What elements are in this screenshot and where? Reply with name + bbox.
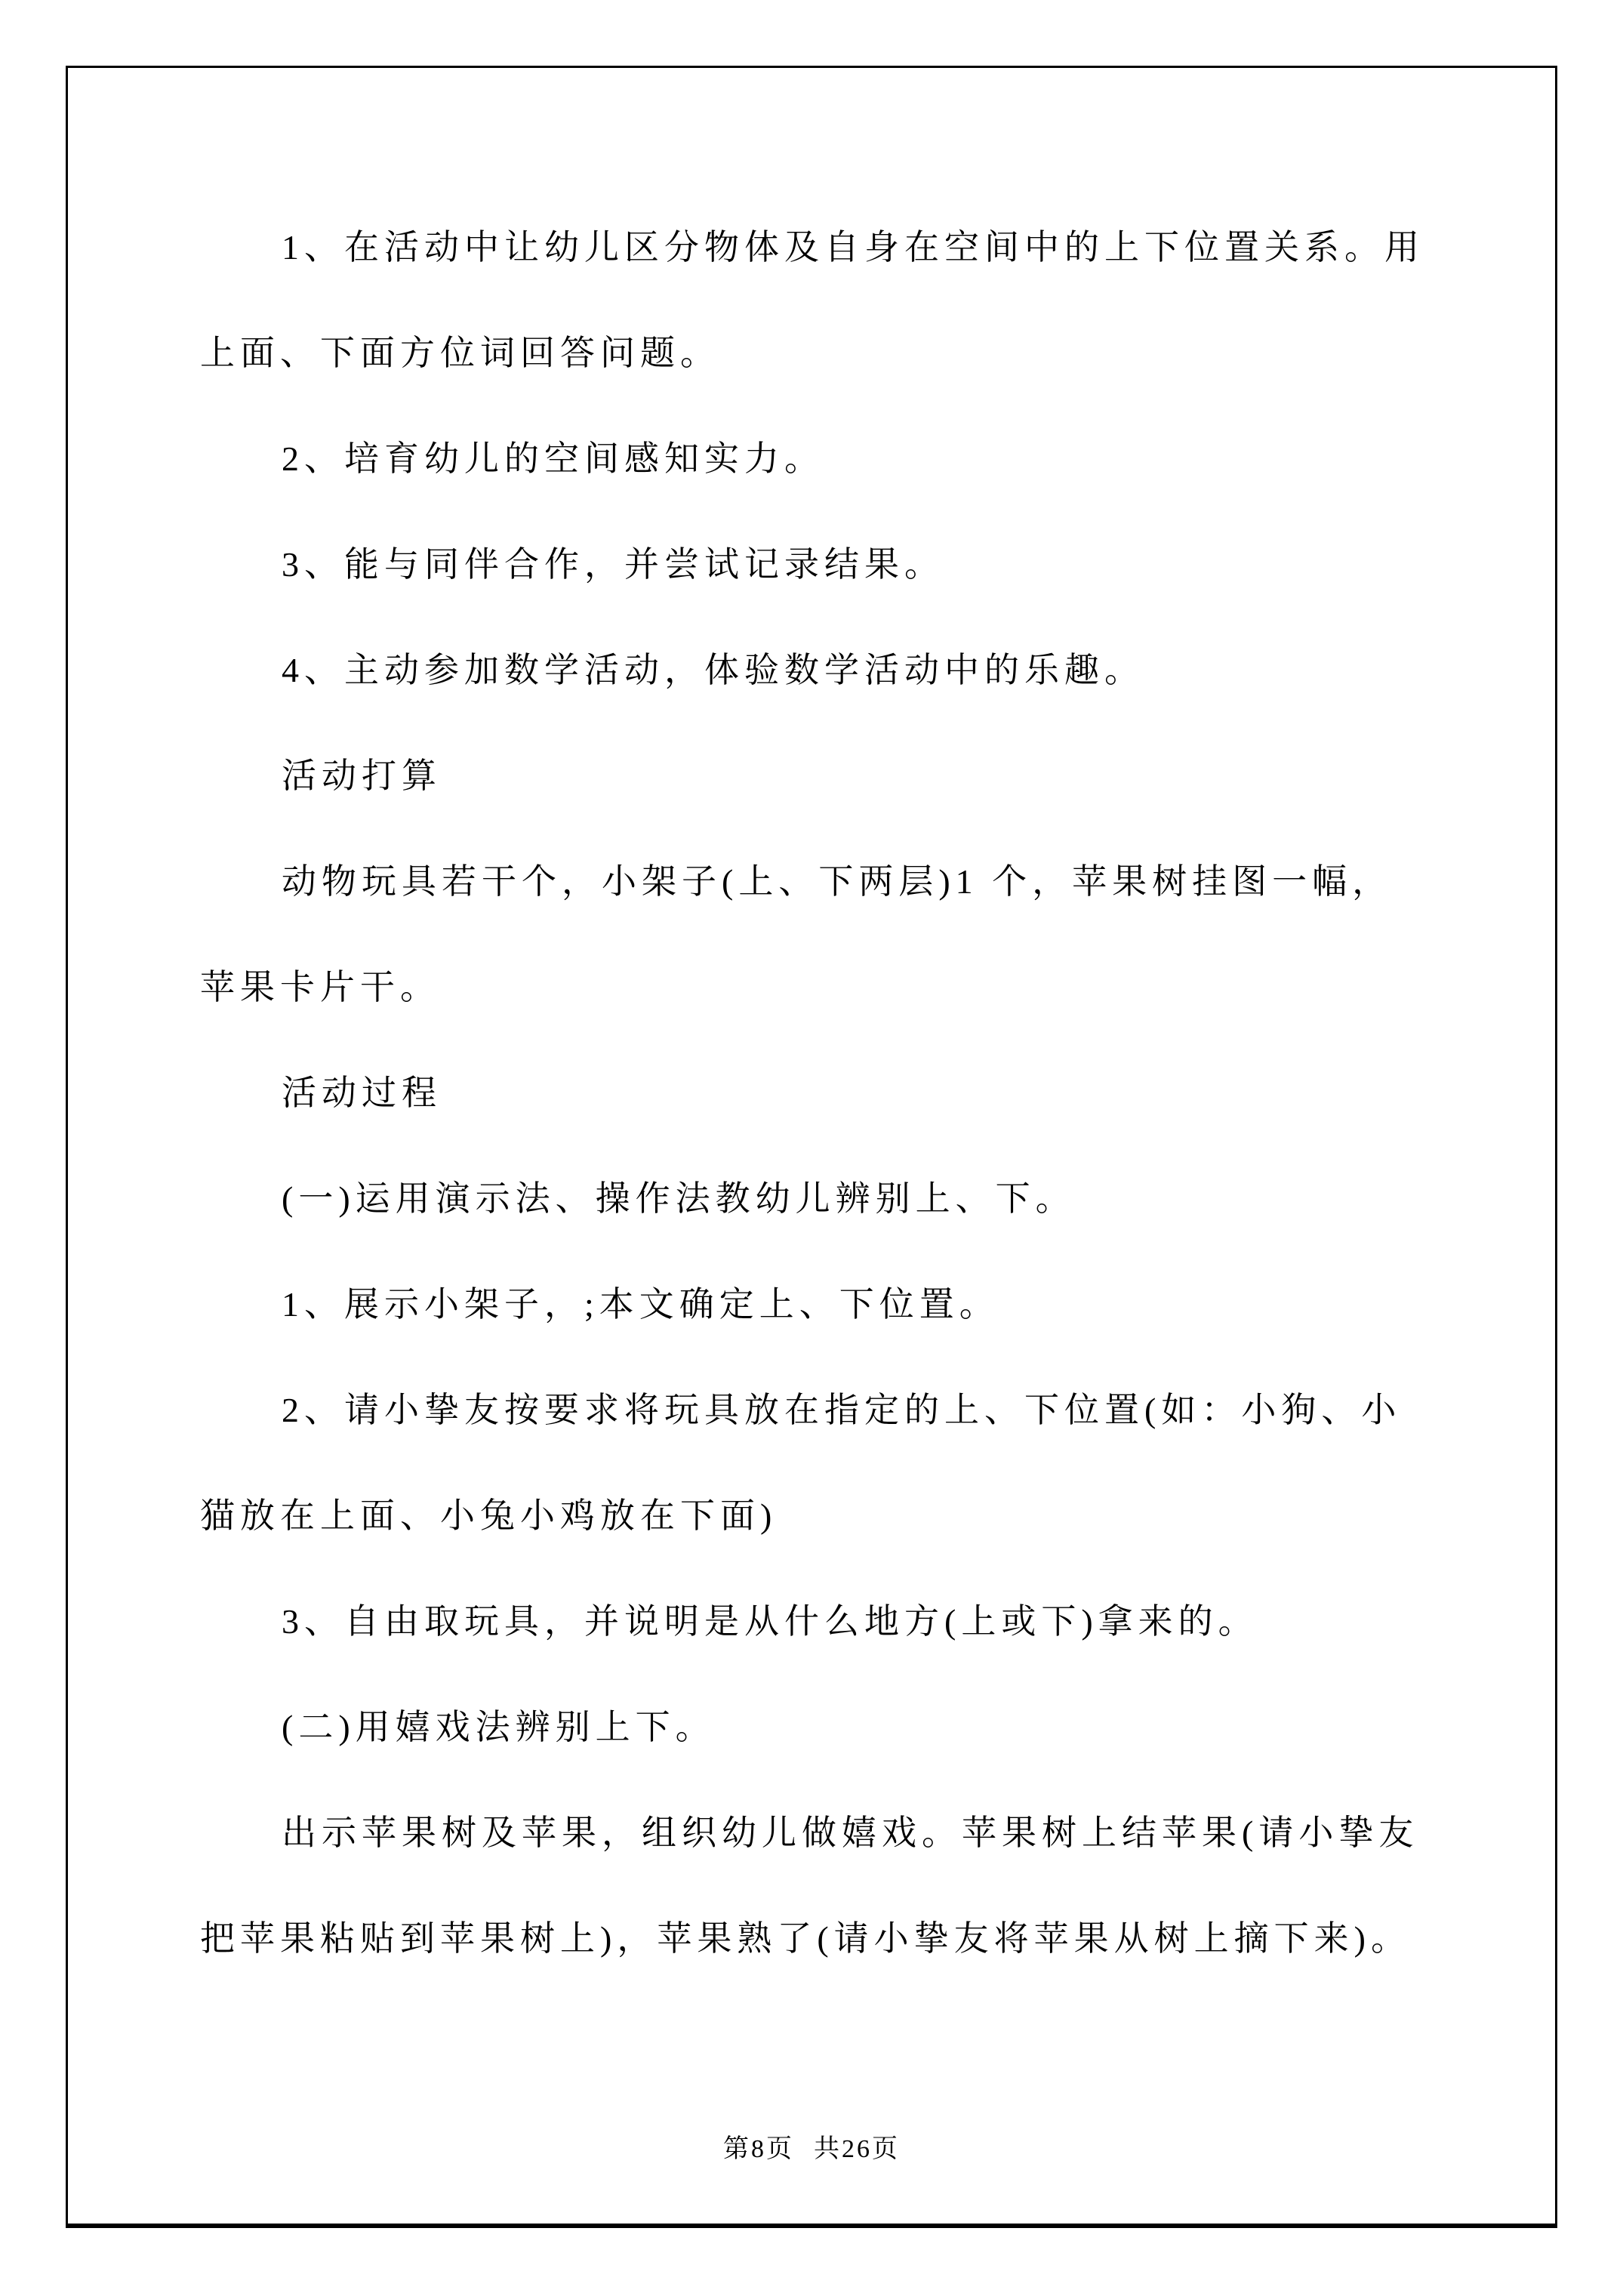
text-line: 3、自由取玩具，并说明是从什么地方(上或下)拿来的。 bbox=[282, 1602, 1258, 1641]
text-line: 活动过程 bbox=[282, 1074, 442, 1112]
page-total-label: 共26页 bbox=[814, 2135, 900, 2163]
text-line: 把苹果粘贴到苹果树上)，苹果熟了(请小挚友将苹果从树上摘下来)。 bbox=[200, 1919, 1411, 1958]
text-line: 动物玩具若干个，小架子(上、下两层)1 个，苹果树挂图一幅， bbox=[282, 862, 1393, 901]
page-footer bbox=[68, 2128, 1555, 2165]
text-line: 4、主动参加数学活动，体验数学活动中的乐趣。 bbox=[282, 651, 1144, 689]
text-line: 上面、下面方位词回答问题。 bbox=[200, 334, 720, 372]
text-line: 1、展示小架子，;本文确定上、下位置。 bbox=[282, 1285, 999, 1324]
page-number-label: 第8页 bbox=[723, 2135, 794, 2163]
text-line: 1、在活动中让幼儿区分物体及自身在空间中的上下位置关系。用 bbox=[282, 228, 1424, 267]
text-line: 苹果卡片干。 bbox=[200, 968, 440, 1006]
text-line: 2、培育幼儿的空间感知实力。 bbox=[282, 439, 824, 478]
text-line: (二)用嬉戏法辨别上下。 bbox=[282, 1708, 716, 1746]
text-line: (一)运用演示法、操作法教幼儿辨别上、下。 bbox=[282, 1179, 1076, 1218]
text-line: 2、请小挚友按要求将玩具放在指定的上、下位置(如：小狗、小 bbox=[282, 1391, 1402, 1429]
text-line: 猫放在上面、小兔小鸡放在下面) bbox=[200, 1496, 778, 1535]
text-line: 出示苹果树及苹果，组织幼儿做嬉戏。苹果树上结苹果(请小挚友 bbox=[282, 1814, 1419, 1852]
document-body bbox=[200, 195, 1502, 1992]
text-line: 3、能与同伴合作，并尝试记录结果。 bbox=[282, 545, 944, 584]
text-line: 活动打算 bbox=[282, 757, 442, 795]
page-border-frame bbox=[66, 66, 1557, 2228]
